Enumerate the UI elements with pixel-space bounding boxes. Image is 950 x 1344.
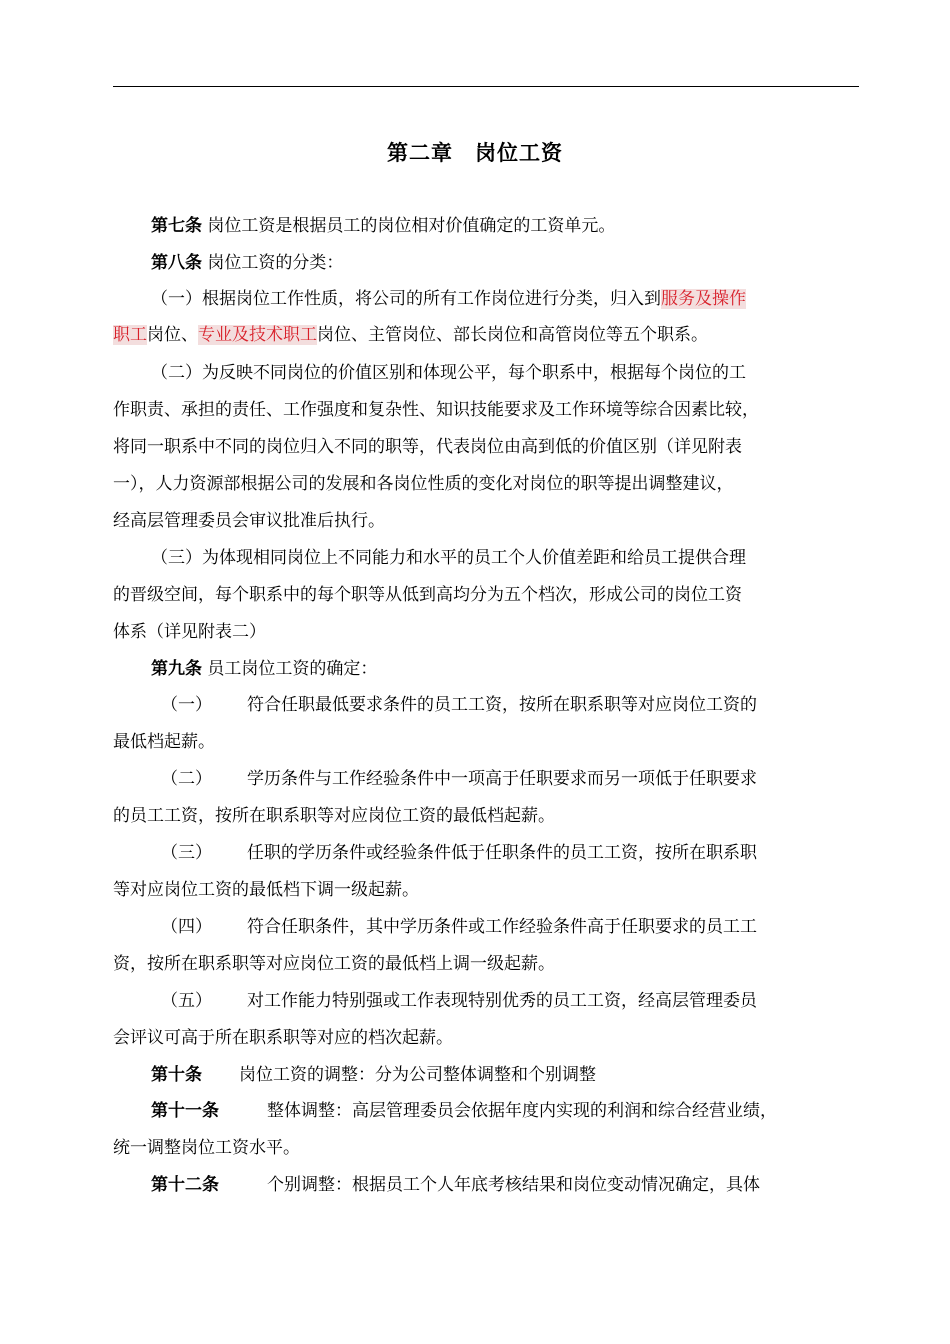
paragraph-line: 等对应岗位工资的最低档下调一级起薪。: [113, 880, 419, 900]
text-span: 任职的学历条件或经验条件低于任职条件的员工工资，按所在职系职: [247, 843, 757, 863]
article-label: 第九条: [151, 659, 202, 679]
paragraph-line: 会评议可高于所在职系职等对应的档次起薪。: [113, 1028, 453, 1048]
paragraph-line: [113, 323, 708, 347]
article-label: 第八条: [151, 253, 202, 273]
text-span: 符合任职条件，其中学历条件或工作经验条件高于任职要求的员工工: [247, 917, 757, 937]
paragraph-line: 最低档起薪。: [113, 732, 215, 752]
list-number: （五）: [161, 991, 212, 1011]
paragraph-line: 统一调整岗位工资水平。: [113, 1138, 300, 1158]
article-text: 岗位工资的分类：: [207, 253, 344, 273]
paragraph-line: 一），人力资源部根据公司的发展和各岗位性质的变化对岗位的职等提出调整建议，: [113, 474, 734, 494]
text-span: 符合任职最低要求条件的员工工资，按所在职系职等对应岗位工资的: [247, 695, 757, 715]
text-span: 岗位、: [147, 325, 198, 345]
paragraph-line: （二）为反映不同岗位的价值区别和体现公平，每个职系中，根据每个岗位的工: [151, 363, 746, 383]
article-10: [151, 1063, 596, 1087]
text-span: 学历条件与工作经验条件中一项高于任职要求而另一项低于任职要求: [247, 769, 757, 789]
list-item: [161, 989, 757, 1013]
article-text: 整体调整：高层管理委员会依据年度内实现的利润和综合经营业绩，: [267, 1101, 777, 1121]
paragraph-line: 体系（详见附表二）: [113, 622, 266, 642]
highlight-professional-tech: 专业及技术职工: [198, 325, 317, 345]
article-12: [151, 1173, 760, 1197]
paragraph-line: 作职责、承担的责任、工作强度和复杂性、知识技能要求及工作环境等综合因素比较，: [113, 400, 759, 420]
paragraph-line: 的员工工资，按所在职系职等对应岗位工资的最低档起薪。: [113, 806, 555, 826]
paragraph-line: 资，按所在职系职等对应岗位工资的最低档上调一级起薪。: [113, 954, 555, 974]
list-item: [161, 693, 757, 717]
paragraph-line: （三）为体现相同岗位上不同能力和水平的员工个人价值差距和给员工提供合理: [151, 548, 746, 568]
paragraph-line: 将同一职系中不同的岗位归入不同的职等，代表岗位由高到低的价值区别（详见附表: [113, 437, 742, 457]
paragraph-line: [151, 287, 746, 311]
article-text: 个别调整：根据员工个人年底考核结果和岗位变动情况确定，具体: [267, 1175, 760, 1195]
paragraph-line: 的晋级空间，每个职系中的每个职等从低到高均分为五个档次，形成公司的岗位工资: [113, 585, 742, 605]
article-8: [151, 251, 343, 275]
article-label: 第十二条: [151, 1175, 219, 1195]
list-number: （四）: [161, 917, 212, 937]
article-label: 第七条: [151, 216, 202, 236]
list-item: [161, 767, 757, 791]
article-text: 岗位工资是根据员工的岗位相对价值确定的工资单元。: [207, 216, 616, 236]
text-span: （一）根据岗位工作性质，将公司的所有工作岗位进行分类，归入到: [151, 289, 661, 309]
list-number: （二）: [161, 769, 212, 789]
list-number: （三）: [161, 843, 212, 863]
list-item: [161, 915, 757, 939]
highlight-service-ops: 服务及操作: [661, 289, 746, 309]
article-label: 第十一条: [151, 1101, 219, 1121]
chapter-title: 第二章 岗位工资: [387, 140, 563, 165]
text-span: 岗位、主管岗位、部长岗位和高管岗位等五个职系。: [317, 325, 708, 345]
article-9: [151, 657, 377, 681]
article-label: 第十条: [151, 1065, 202, 1085]
article-7: [151, 214, 615, 238]
highlight-staff: 职工: [113, 325, 147, 345]
header-rule: [113, 86, 859, 87]
article-11: [151, 1099, 777, 1123]
article-text: 岗位工资的调整：分为公司整体调整和个别调整: [239, 1065, 596, 1085]
list-item: [161, 841, 757, 865]
list-number: （一）: [161, 695, 212, 715]
paragraph-line: 经高层管理委员会审议批准后执行。: [113, 511, 385, 531]
article-text: 员工岗位工资的确定：: [207, 659, 378, 679]
text-span: 对工作能力特别强或工作表现特别优秀的员工工资，经高层管理委员: [247, 991, 757, 1011]
